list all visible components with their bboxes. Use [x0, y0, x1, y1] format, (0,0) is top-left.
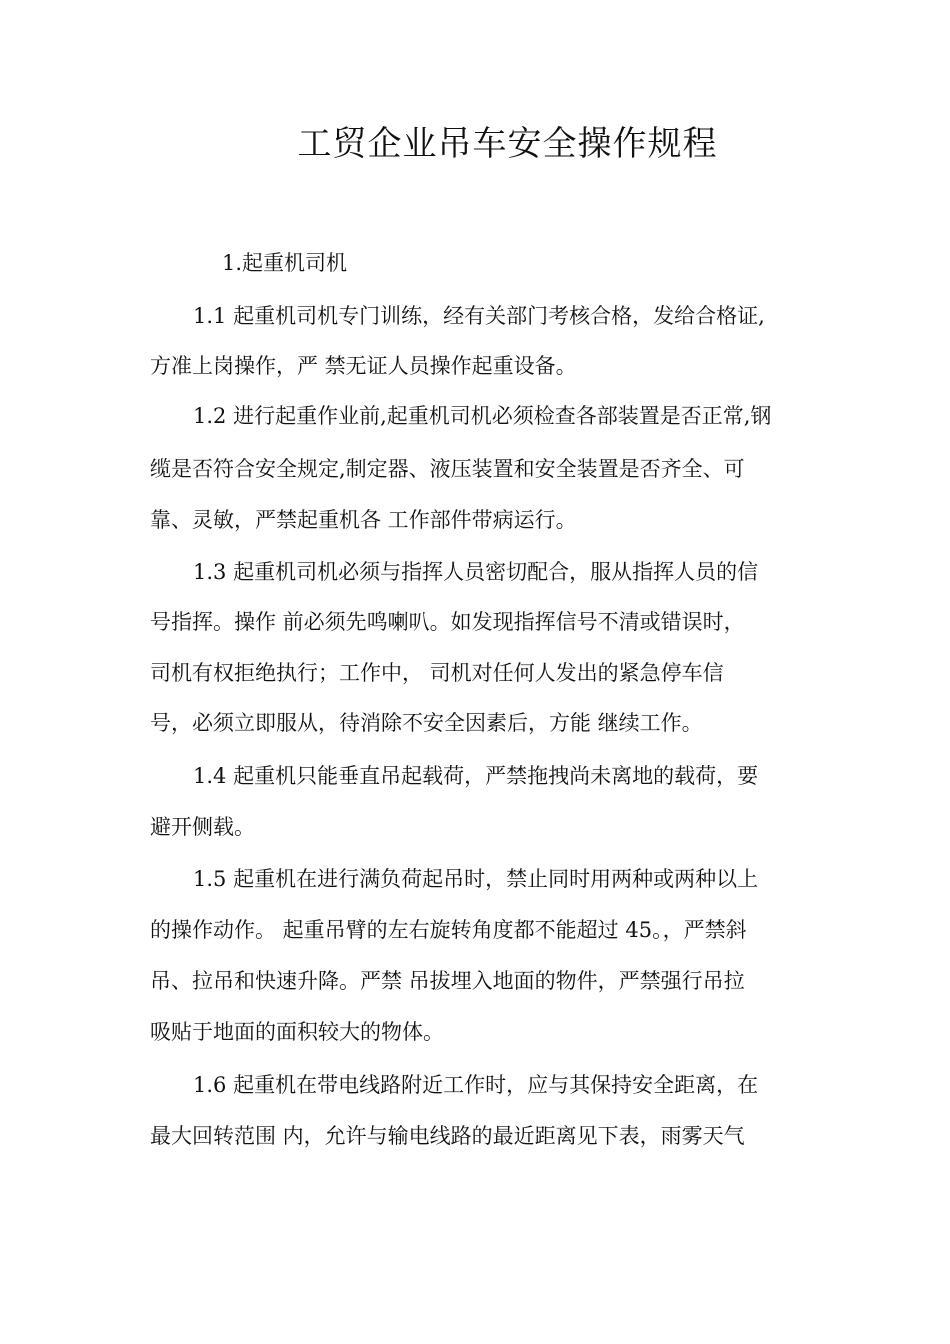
- paragraph-line: 缆是否符合安全规定,制定器、液压装置和安全装置是否齐全、可: [150, 457, 745, 481]
- paragraph-line: 吊、拉吊和快速升降。严禁 吊拔埋入地面的物件，严禁强行吊拉: [150, 969, 745, 993]
- paragraph-line: 1.5 起重机在进行满负荷起吊时，禁止同时用两种或两种以上: [193, 867, 759, 891]
- document-title: 工贸企业吊车安全操作规程: [297, 124, 718, 164]
- paragraph-line: 号指挥。操作 前必须先鸣喇叭。如发现指挥信号不清或错误时，: [150, 610, 745, 634]
- paragraph-line: 最大回转范围 内，允许与输电线路的最近距离见下表，雨雾天气: [150, 1124, 745, 1148]
- paragraph-line: 吸贴于地面的面积较大的物体。: [150, 1020, 444, 1044]
- paragraph-line: 避开侧载。: [150, 815, 255, 839]
- section-heading: 1.起重机司机: [222, 251, 348, 275]
- paragraph-line: 1.2 进行起重作业前,起重机司机必须检查各部装置是否正常,钢: [193, 404, 772, 428]
- paragraph-line: 司机有权拒绝执行；工作中， 司机对任何人发出的紧急停车信: [150, 661, 724, 685]
- paragraph-line: 1.6 起重机在带电线路附近工作时，应与其保持安全距离，在: [193, 1073, 759, 1097]
- paragraph-line: 的操作动作。 起重吊臂的左右旋转角度都不能超过 45。，严禁斜: [150, 918, 747, 942]
- paragraph-line: 1.1 起重机司机专门训练，经有关部门考核合格，发给合格证,: [193, 304, 765, 328]
- paragraph-line: 靠、灵敏，严禁起重机各 工作部件带病运行。: [150, 508, 577, 532]
- paragraph-line: 号，必须立即服从，待消除不安全因素后，方能 继续工作。: [150, 711, 703, 735]
- paragraph-line: 1.3 起重机司机必须与指挥人员密切配合，服从指挥人员的信: [193, 560, 759, 584]
- paragraph-line: 1.4 起重机只能垂直吊起载荷，严禁拖拽尚未离地的载荷，要: [193, 764, 759, 788]
- paragraph-line: 方准上岗操作，严 禁无证人员操作起重设备。: [150, 354, 577, 378]
